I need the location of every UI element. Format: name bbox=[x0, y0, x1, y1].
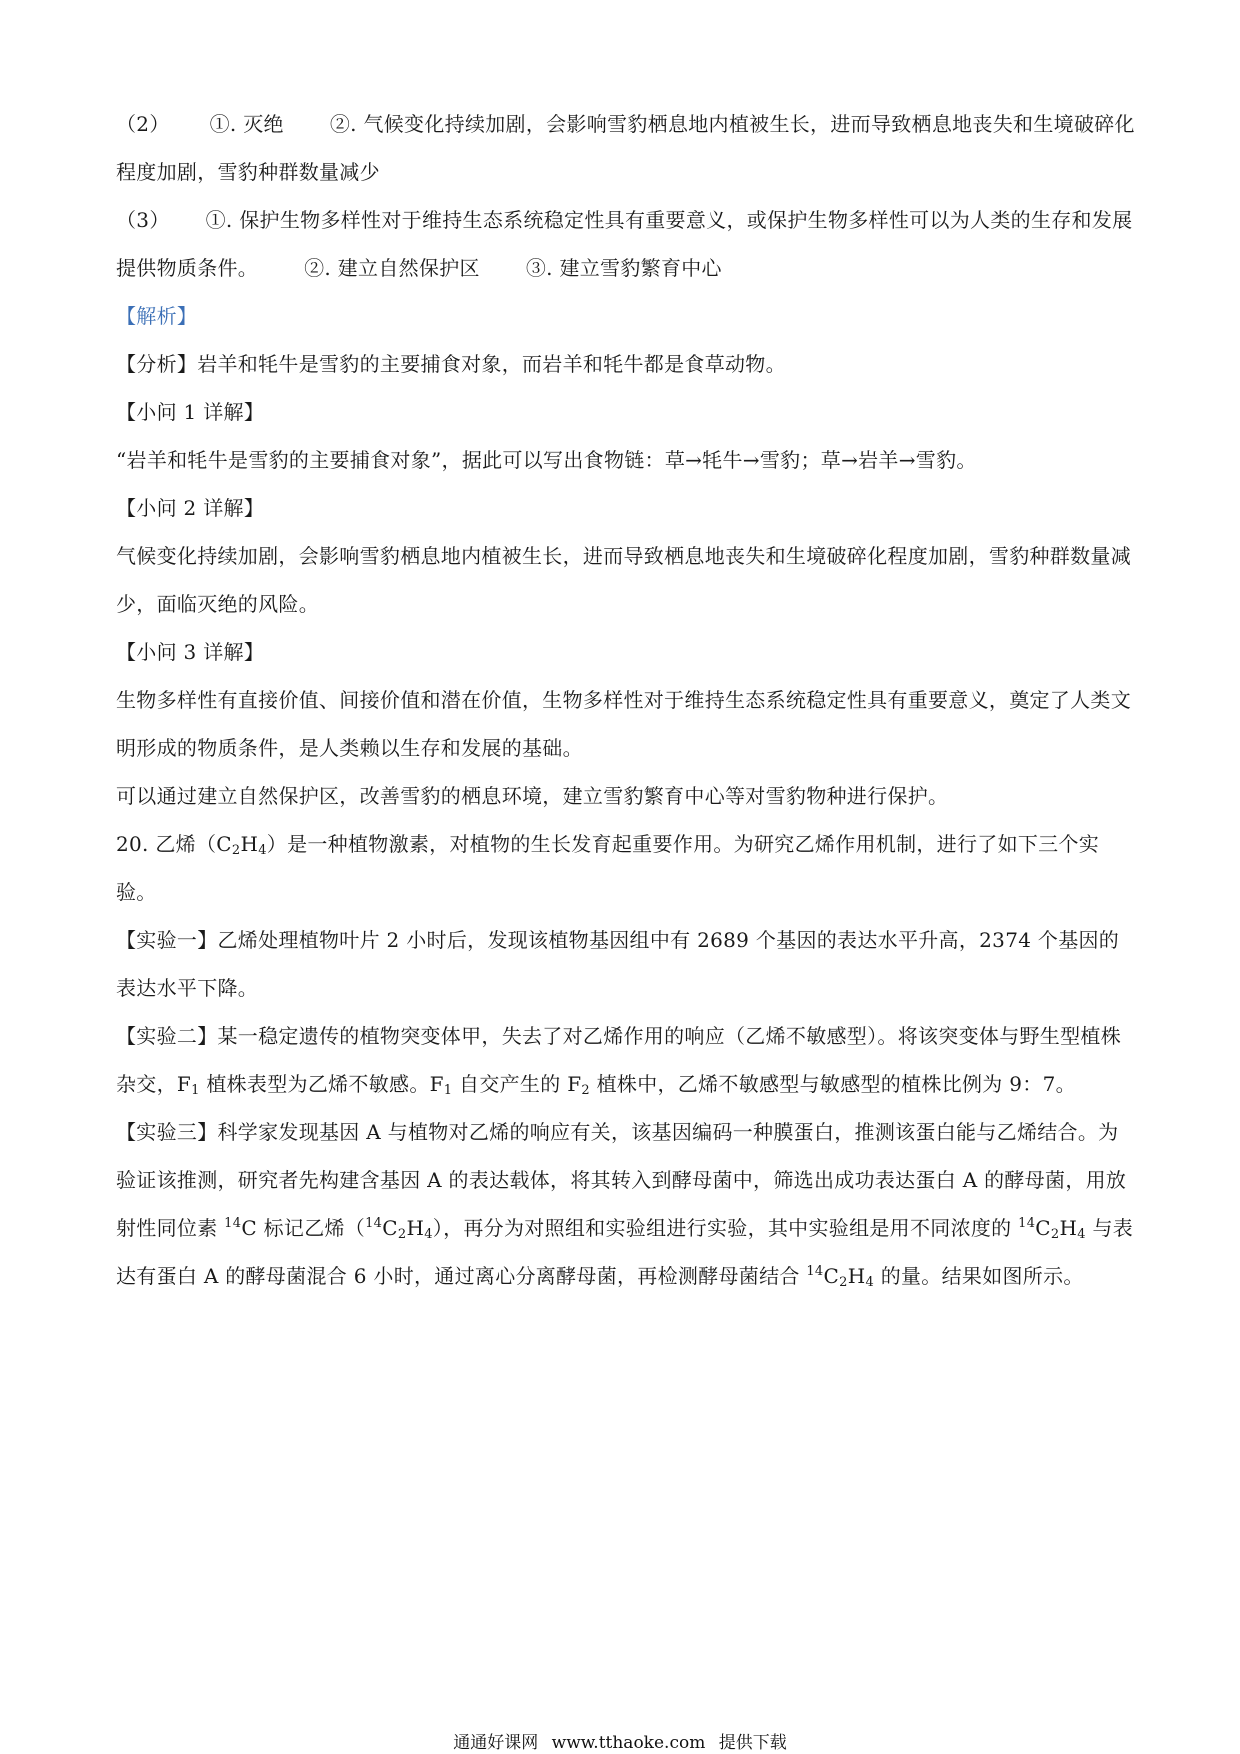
subquestion-3-text-2: 可以通过建立自然保护区，改善雪豹的栖息环境，建立雪豹繁育中心等对雪豹物种进行保护。 bbox=[116, 784, 949, 808]
answer-q2-part1: ①. 灭绝 bbox=[209, 112, 284, 136]
experiment-1 bbox=[116, 916, 1136, 1012]
question-20-intro bbox=[116, 820, 1136, 916]
footer-url[interactable]: www.tthaoke.com bbox=[551, 1733, 706, 1753]
text-run: ），再分为对照组和实验组进行实验，其中实验组是用不同浓度的 bbox=[432, 1216, 1019, 1240]
answer-q2-part2: ②. 气候变化持续加剧，会影响雪豹栖息地内植被生长，进而导致栖息地丧失和生境破碎化程度加剧，雪豹种群数量减少 bbox=[116, 112, 1135, 184]
answer-q3-part1: ①. 保护生物多样性对于维持生态系统稳定性具有重要意义，或保护生物多样性可以为人类的生存和发展提供物质条件。 bbox=[116, 208, 1133, 280]
answer-q2-number: （2） bbox=[116, 112, 170, 136]
text-run: C bbox=[382, 1216, 398, 1240]
subscript: 4 bbox=[865, 1275, 875, 1290]
text-run: H bbox=[406, 1216, 425, 1240]
superscript: 14 bbox=[224, 1216, 242, 1231]
text-run: H bbox=[240, 832, 259, 856]
experiment-2-label: 【实验二】 bbox=[116, 1024, 218, 1048]
subscript: 4 bbox=[1077, 1227, 1086, 1242]
analysis-summary-label: 【分析】 bbox=[116, 352, 198, 376]
text-run: 自交产生的 F bbox=[452, 1072, 582, 1096]
answer-q3-part3: ③. 建立雪豹繁育中心 bbox=[525, 256, 722, 280]
text-run: C 标记乙烯（ bbox=[241, 1216, 366, 1240]
footer-suffix: 提供下载 bbox=[718, 1733, 787, 1753]
subscript: 1 bbox=[443, 1083, 453, 1098]
analysis-heading: 【解析】 bbox=[116, 304, 198, 328]
subscript: 4 bbox=[258, 843, 267, 858]
subscript: 2 bbox=[581, 1083, 590, 1098]
answer-q2 bbox=[116, 100, 1136, 196]
text-run: 植株中，乙烯不敏感型与敏感型的植株比例为 9：7。 bbox=[589, 1072, 1076, 1096]
subscript: 2 bbox=[839, 1275, 848, 1290]
analysis-summary-text: 岩羊和牦牛是雪豹的主要捕食对象，而岩羊和牦牛都是食草动物。 bbox=[197, 352, 786, 376]
page-footer bbox=[0, 1728, 1240, 1753]
text-run: 20. 乙烯（C bbox=[116, 832, 232, 856]
text-run: 的量。结果如图所示。 bbox=[874, 1264, 1084, 1288]
subquestion-1-text: “岩羊和牦牛是雪豹的主要捕食对象”，据此可以写出食物链：草→牦牛→雪豹；草→岩羊→雪豹。 bbox=[116, 448, 977, 472]
subquestion-3-text-1: 生物多样性有直接价值、间接价值和潜在价值，生物多样性对于维持生态系统稳定性具有重要意义，奠定了人类文明形成的物质条件，是人类赖以生存和发展的基础。 bbox=[116, 688, 1131, 760]
superscript: 14 bbox=[806, 1264, 824, 1279]
answer-q3-part2: ②. 建立自然保护区 bbox=[304, 256, 480, 280]
analysis-summary bbox=[116, 340, 1136, 388]
experiment-3-label: 【实验三】 bbox=[116, 1120, 218, 1144]
subscript: 2 bbox=[1050, 1227, 1060, 1242]
document-content bbox=[116, 100, 1136, 1300]
text-run: C bbox=[823, 1264, 840, 1288]
text-run: H bbox=[847, 1264, 866, 1288]
footer-site-name: 通通好课网 bbox=[453, 1733, 539, 1753]
experiment-1-text: 乙烯处理植物叶片 2 小时后，发现该植物基因组中有 2689 个基因的表达水平升高，2374 个基因的表达水平下降。 bbox=[116, 928, 1120, 1000]
superscript: 14 bbox=[365, 1216, 383, 1231]
subquestion-3-heading: 【小问 3 详解】 bbox=[116, 640, 265, 664]
answer-q3-number: （3） bbox=[116, 208, 170, 232]
text-run: ）是一种植物激素，对植物的生长发育起重要作用。为研究乙烯作用机制，进行了如下三个实验。 bbox=[116, 832, 1100, 904]
subquestion-2-text: 气候变化持续加剧，会影响雪豹栖息地内植被生长，进而导致栖息地丧失和生境破碎化程度加剧，雪豹种群数量减少，面临灭绝的风险。 bbox=[116, 544, 1131, 616]
subquestion-1-heading: 【小问 1 详解】 bbox=[116, 400, 265, 424]
text-run: 与表达有蛋白 A 的酵母菌混合 6 小时，通过离心分离酵母菌，再检测酵母菌结合 bbox=[116, 1216, 1134, 1288]
subquestion-2-heading: 【小问 2 详解】 bbox=[116, 496, 265, 520]
text-run: C bbox=[1035, 1216, 1051, 1240]
subscript: 2 bbox=[231, 843, 241, 858]
experiment-1-label: 【实验一】 bbox=[116, 928, 218, 952]
text-run: 植株表型为乙烯不敏感。F bbox=[199, 1072, 444, 1096]
superscript: 14 bbox=[1018, 1216, 1036, 1231]
subscript: 1 bbox=[191, 1083, 200, 1098]
subscript: 2 bbox=[397, 1227, 407, 1242]
text-run: H bbox=[1059, 1216, 1078, 1240]
answer-q3 bbox=[116, 196, 1136, 292]
experiment-3 bbox=[116, 1108, 1136, 1300]
text-run: 科学家发现基因 A 与植物对乙烯的响应有关，该基因编码一种膜蛋白，推测该蛋白能与乙烯结合。为验证该推测，研究者先构建含基因 A 的表达载体，将其转入到酵母菌中，筛选出成功表达蛋白 A 的酵母菌，用放射性同位素 bbox=[116, 1120, 1127, 1240]
subscript: 4 bbox=[424, 1227, 433, 1242]
text-run: 某一稳定遗传的植物突变体甲，失去了对乙烯作用的响应（乙烯不敏感型）。将该突变体与野生型植株杂交，F bbox=[116, 1024, 1121, 1096]
experiment-2 bbox=[116, 1012, 1136, 1108]
